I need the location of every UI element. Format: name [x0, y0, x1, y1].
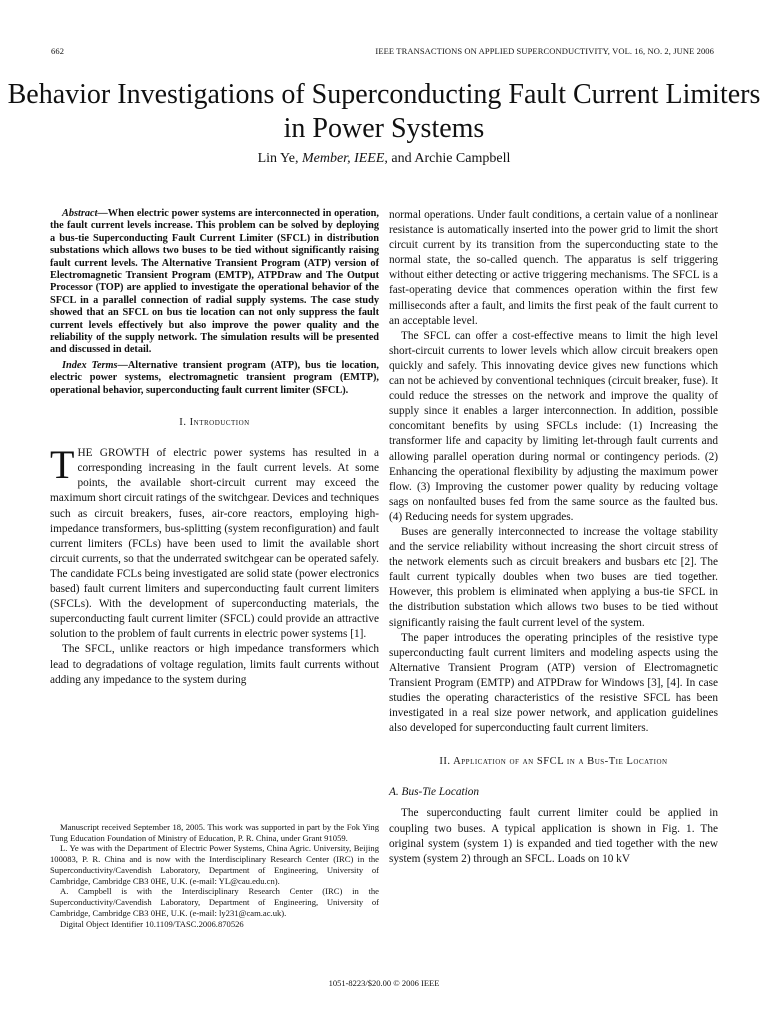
abstract-label: Abstract—: [62, 208, 108, 219]
journal-header: IEEE TRANSACTIONS ON APPLIED SUPERCONDUCTIVITY, VOL. 16, NO. 2, JUNE 2006: [375, 46, 714, 56]
paragraph: normal operations. Under fault conditions, a certain value of a nonlinear resistance is automatically inserted into the power grid to limit the short circuit current by its transition from the superconducting state to the normal state, the so-called quench. The apparatus is self triggering without either detecting or active triggering mechanisms. The SFCL is a fast-operating device that commences operation within the first few milliseconds after a fault, and limits the first peak of the fault current to an acceptable level.: [389, 209, 718, 327]
author-line: Lin Ye, Member, IEEE, and Archie Campbell: [257, 151, 511, 166]
page-number: 662: [51, 46, 65, 56]
footnotes: [50, 822, 379, 930]
footnote: Manuscript received September 18, 2005. This work was supported in part by the Fok Ying Tung Education Foundation of Ministry of Education, P. R. China, under Grant 91059.: [50, 822, 379, 843]
left-column: [50, 208, 379, 688]
author-name: Lin Ye: [257, 151, 295, 166]
paragraph: The SFCL, unlike reactors or high impedance transformers which lead to degradations of voltage regulation, limits fault currents without adding any impedance to the system during: [50, 643, 379, 686]
paragraph: The paper introduces the operating principles of the resistive type superconducting fault current limiters and modeling aspects using the Alternative Transient Program (ATP) version of Electromagnetic Transient Program (EMTP) and ATPDraw for Windows [3], [4]. In case studies the operating characteristics of the resistive SFCL has been investigated in a real size power network, and application guidelines also developed for superconducting fault current limiters.: [389, 631, 718, 735]
paragraph: THE GROWTH of electric power systems has resulted in a corresponding increasing in the fault current levels. At some points, the available short-circuit current may exceed the maximum short circuit ratings of the switchgear. Devices and techniques such as circuit breakers, fuses, air-core reactors, employing high-impedance transformers, bus-splitting (system reconfiguration) and fault current limiters (FCLs) have been used to limit the available short circuit currents, so that the underrated switchgear can be operated safely. The candidate FCLs being investigated are solid state (power electronics based) fault current limiters and superconducting fault current limiters (SFCLs). With the development of superconducting materials, the superconducting fault current limiter (SFCL) could provide an attractive solution to the problem of fault currents in electric power systems [1].: [50, 442, 379, 641]
footnote: L. Ye was with the Department of Electric Power Systems, China Agric. University, Beijing 100083, P. R. China and is now with the Interdisciplinary Research Center (IRC) in the Superconductivity/Cavendish Laboratory, Department of Engineering, University of Cambridge, Cambridge CB3 0HE, U.K. (e-mail: YL@cau.edu.cn).: [50, 843, 379, 886]
index-terms-text: Alternative transient program (ATP), bus tie location, electric power systems, electromagnetic transient program (EMTP), operational behavior, superconducting fault current limiter (SFCL).: [50, 359, 379, 396]
doi: Digital Object Identifier 10.1109/TASC.2006.870526: [60, 919, 244, 930]
index-terms: [50, 360, 379, 397]
paragraph: Buses are generally interconnected to increase the voltage stability and the service reliability without increasing the short circuit stress of the network elements such as circuit breakers and busbars etc [2]. The fault current typically doubles when two buses are tied together. However, this problem is eliminated when applying a bus-tie SFCL in the distribution substation which allows two buses to be tied without significantly raising the fault current level of the system.: [389, 525, 718, 629]
drop-cap: T: [50, 442, 75, 488]
footnote: A. Campbell is with the Interdisciplinary Research Center (IRC) in the Superconductivity/Cavendish Laboratory, Department of Engineering, University of Cambridge, Cambridge CB3 0HE, U.K. (e-mail: ly231@cam.ac.uk).: [50, 886, 379, 918]
author-membership: Member, IEEE: [301, 151, 385, 166]
subsection-heading: A. Bus-Tie Location: [389, 786, 480, 799]
section-heading: I. Introduction: [179, 417, 250, 429]
author-conjunction: and: [391, 151, 412, 166]
abstract-text: When electric power systems are interconnected in operation, the fault current levels increase. This problem can be solved by deploying a bus-tie Superconducting Fault Current Limiter (SFCL) in distribution substations which allows two buses to be tied without significantly raising fault current levels. The Alternative Transient Program (ATP) version of Electromagnetic Transient Program (EMTP), ATPDraw and The Output Processor (TOP) are applied to investigate the operational behavior of the SFCL in a parallel connection of radial supply systems. The case study showed that an SFCL on bus tie location can not only suppress the fault current levels effectively but also improve the power quality and the reliability of the supply network. The simulation results will be presented and discussed in detail.: [50, 208, 379, 356]
author-name: Archie Campbell: [414, 151, 511, 166]
section-heading: II. Application of an SFCL in a Bus-Tie Location: [439, 756, 668, 768]
index-terms-label: Index Terms—: [62, 359, 128, 371]
abstract: [50, 208, 379, 357]
paragraph: The SFCL can offer a cost-effective means to limit the high level short-circuit currents to lower levels which allow circuit breakers open quickly and safely. This innovating device gives new functions which can not be achieved by conventional techniques (circuit breaker, fuse). It could reduce the stresses on the network and improve the quality of supply since it enables a larger interconnection. In addition, possible concomitant benefits by using SFCLs include: (1) Increasing the transformer life and capacity by limiting let-through fault currents and allowing parallel operation during normal or contingency periods. (2) Enhancing the operational flexibility by adjusting the maximum power flow. (3) Improving the customer power quality by reducing voltage sags on nonfaulted buses fed from the same source as the faulted bus. (4) Reducing needs for system upgrades.: [389, 329, 718, 523]
paper-title: Behavior Investigations of Superconducting Fault Current Limiters in Power Systems: [7, 79, 761, 144]
copyright-footer: 1051-8223/$20.00 © 2006 IEEE: [328, 978, 440, 988]
right-column: [389, 208, 718, 867]
paragraph: The superconducting fault current limiter could be applied in coupling two buses. A typical application is shown in Fig. 1. The original system (system 1) is expanded and tied together with the new system (system 2) through an SFCL. Loads on 10 kV: [389, 807, 718, 865]
